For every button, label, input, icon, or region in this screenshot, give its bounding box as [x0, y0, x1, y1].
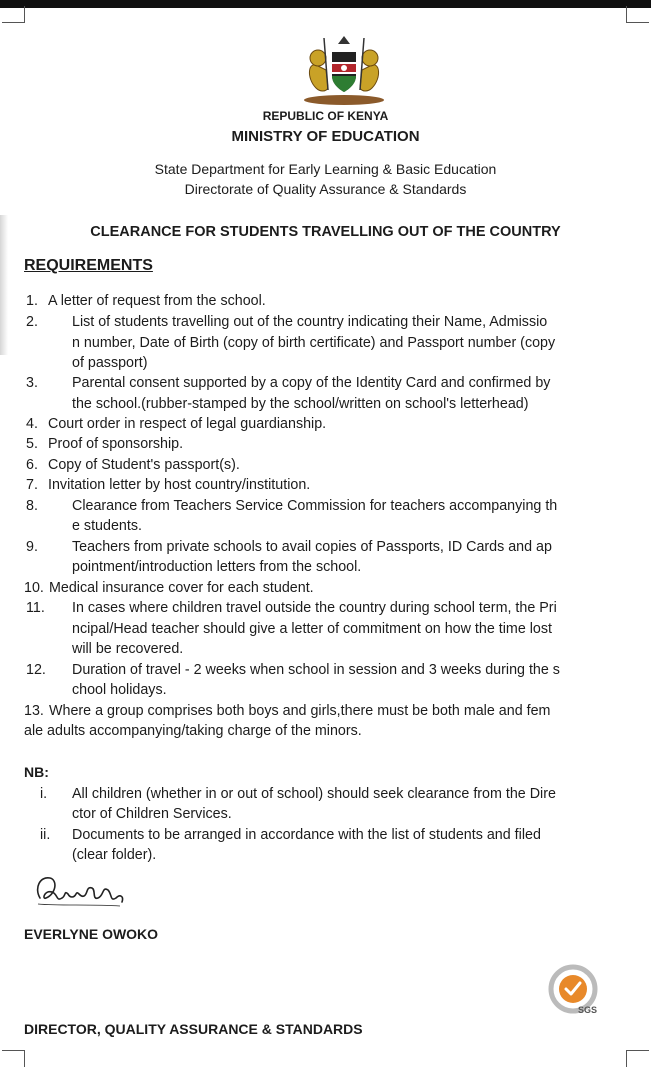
req-10-line-1: Medical insurance cover for each student. [49, 580, 314, 596]
nb-ii-line-2: (clear folder). [72, 847, 157, 863]
req-12-number: 12. [26, 662, 46, 678]
req-10-number: 10. [24, 580, 44, 596]
req-8-line-1: Clearance from Teachers Service Commission for teachers accompanying th [72, 498, 558, 514]
req-2-number: 2. [26, 314, 38, 330]
nb-i-line-1: All children (whether in or out of school) should seek clearance from the Dire [72, 786, 556, 802]
req-1-line-1: A letter of request from the school. [48, 293, 266, 309]
req-4-number: 4. [26, 416, 38, 432]
crop-mark-top-right [626, 6, 649, 23]
req-2-line-3: of passport) [72, 355, 148, 371]
handwritten-signature-icon [30, 868, 130, 918]
department-line: State Department for Early Learning & Basic Education [154, 161, 497, 177]
req-5-line-1: Proof of sponsorship. [48, 436, 184, 452]
req-5-number: 5. [26, 436, 38, 452]
req-6-number: 6. [26, 457, 38, 473]
top-edge-bar [0, 0, 651, 8]
nb-i-line-2: ctor of Children Services. [72, 806, 232, 822]
req-9-line-1: Teachers from private schools to avail copies of Passports, ID Cards and ap [72, 539, 552, 555]
req-13-line-2: ale adults accompanying/taking charge of the minors. [24, 723, 362, 739]
req-6-line-1: Copy of Student's passport(s). [48, 457, 240, 473]
document-title: CLEARANCE FOR STUDENTS TRAVELLING OUT OF THE COUNTRY [90, 224, 561, 240]
nb-ii-line-1: Documents to be arranged in accordance with the list of students and filed [72, 827, 541, 843]
req-11-line-3: will be recovered. [72, 641, 184, 657]
req-11-line-2: ncipal/Head teacher should give a letter of commitment on how the time lost [72, 621, 552, 637]
req-13-number: 13. [24, 703, 44, 719]
req-7-number: 7. [26, 477, 38, 493]
req-4-line-1: Court order in respect of legal guardianship. [48, 416, 327, 432]
requirements-heading: REQUIREMENTS [24, 257, 153, 274]
req-11-number: 11. [26, 600, 45, 616]
nb-ii-number: ii. [40, 827, 51, 843]
req-3-number: 3. [26, 375, 38, 391]
req-13-line-1: Where a group comprises both boys and girls,there must be both male and fem [49, 703, 551, 719]
signatory-name: EVERLYNE OWOKO [24, 926, 159, 942]
crop-mark-bottom-left [2, 1050, 25, 1067]
req-12-line-1: Duration of travel - 2 weeks when school in session and 3 weeks during the s [72, 662, 560, 678]
signatory-title: DIRECTOR, QUALITY ASSURANCE & STANDARDS [24, 1021, 363, 1037]
crop-mark-top-left [2, 6, 25, 23]
ministry-heading: MINISTRY OF EDUCATION [231, 128, 420, 145]
crop-mark-bottom-right [626, 1050, 649, 1067]
req-2-line-2: n number, Date of Birth (copy of birth certificate) and Passport number (copy [72, 335, 556, 351]
kenya-coat-of-arms-icon [298, 30, 390, 106]
nb-i-number: i. [40, 786, 48, 802]
req-9-line-2: pointment/introduction letters from the school. [72, 559, 362, 575]
req-1-number: 1. [26, 293, 38, 309]
req-11-line-1: In cases where children travel outside the country during school term, the Pri [72, 600, 557, 616]
req-12-line-2: chool holidays. [72, 682, 167, 698]
nb-label: NB: [24, 764, 49, 780]
req-8-number: 8. [26, 498, 38, 514]
directorate-line: Directorate of Quality Assurance & Standards [184, 181, 467, 197]
req-3-line-1: Parental consent supported by a copy of the Identity Card and confirmed by [72, 375, 551, 391]
req-2-line-1: List of students travelling out of the country indicating their Name, Admissio [72, 314, 548, 330]
req-7-line-1: Invitation letter by host country/institution. [48, 477, 311, 493]
req-3-line-2: the school.(rubber-stamped by the school/written on school's letterhead) [72, 396, 529, 412]
republic-heading: REPUBLIC OF KENYA [262, 109, 389, 123]
req-9-number: 9. [26, 539, 38, 555]
sgs-seal-label: SGS [578, 1005, 598, 1015]
req-8-line-2: e students. [72, 518, 142, 534]
